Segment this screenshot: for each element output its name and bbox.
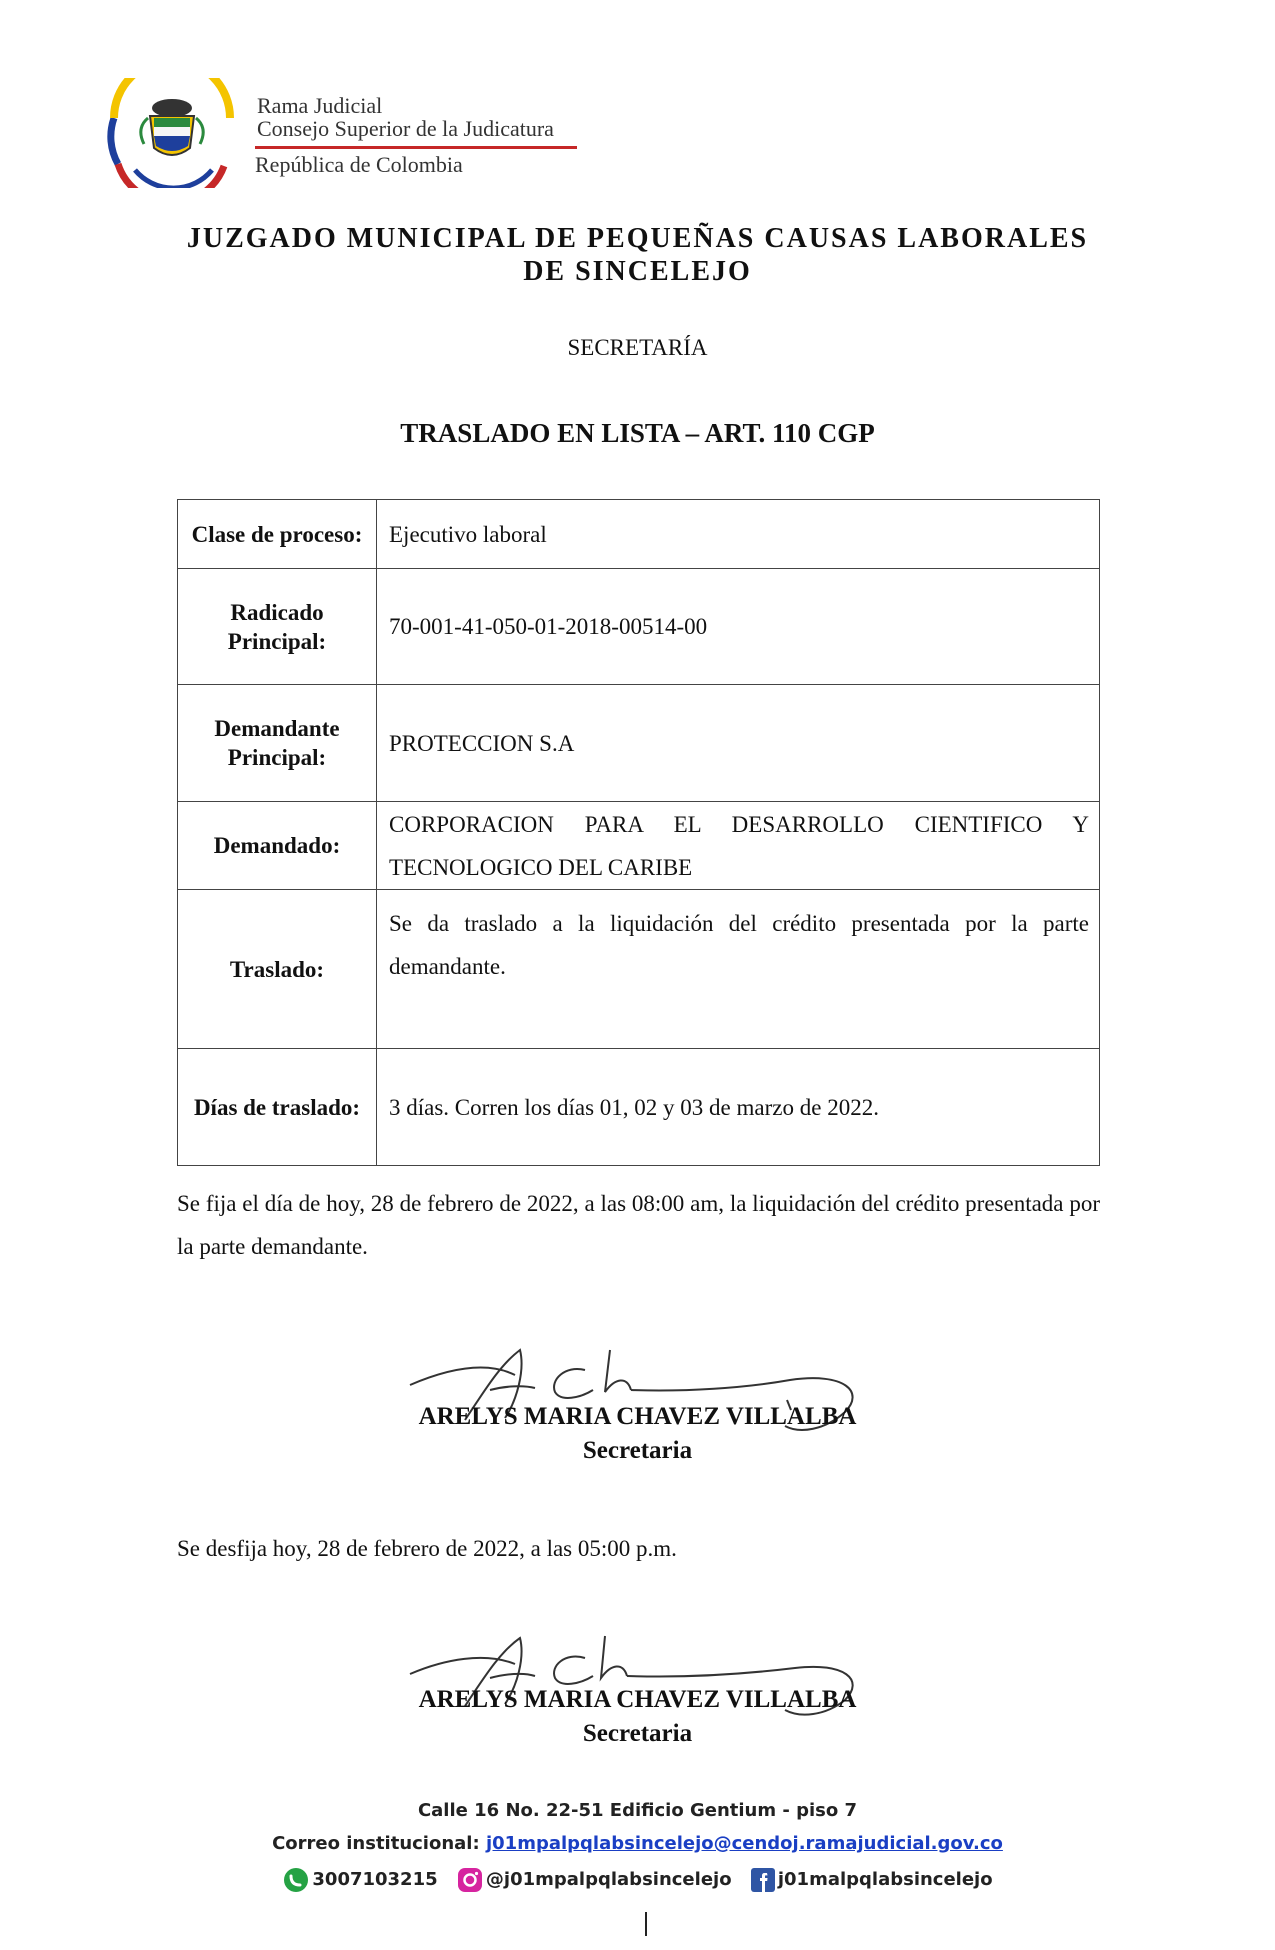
table-row [178, 802, 1100, 890]
row-value: PROTECCION S.A [377, 685, 1100, 802]
row-value: 70-001-41-050-01-2018-00514-00 [377, 569, 1100, 685]
signer-role: Secretaria [582, 1437, 693, 1464]
row-label: Demandado: [178, 802, 377, 890]
row-label: Días de traslado: [178, 1049, 377, 1166]
case-info-table [177, 499, 1100, 1166]
coat-of-arms-emblem [100, 78, 250, 188]
rama-judicial-logo [100, 78, 580, 188]
document-title: TRASLADO EN LISTA – ART. 110 CGP [400, 418, 875, 448]
footer-email-line [0, 1833, 1275, 1854]
court-name-line-2: DE SINCELEJO [523, 256, 752, 287]
instagram-handle[interactable]: @j01mpalpqlabsincelejo [485, 1869, 732, 1890]
table-row [178, 890, 1100, 1049]
footer-contacts [0, 1866, 1275, 1894]
row-value: Ejecutivo laboral [377, 500, 1100, 569]
table-row [178, 685, 1100, 802]
row-label: Demandante Principal: [178, 685, 377, 802]
text-cursor [645, 1912, 647, 1936]
row-value: 3 días. Corren los días 01, 02 y 03 de marzo de 2022. [377, 1049, 1100, 1166]
letterhead-divider [255, 146, 577, 149]
court-name-line-1: JUZGADO MUNICIPAL DE PEQUEÑAS CAUSAS LABORALES [186, 223, 1089, 254]
posting-notice: Se fija el día de hoy, 28 de febrero de 2022, a las 08:00 am, la liquidación del crédito presentada por la parte demandante. [177, 1191, 1100, 1259]
letterhead-line-3: República de Colombia [255, 152, 463, 177]
footer-address: Calle 16 No. 22-51 Edificio Gentium - piso 7 [417, 1800, 858, 1821]
signer-role: Secretaria [582, 1720, 693, 1747]
facebook-handle[interactable]: j01malpqlabsincelejo [777, 1869, 993, 1890]
letterhead-line-2: Consejo Superior de la Judicatura [257, 116, 554, 141]
signer-name: ARELYS MARIA CHAVEZ VILLALBA [418, 1686, 857, 1713]
signer-name: ARELYS MARIA CHAVEZ VILLALBA [418, 1403, 857, 1430]
email-link[interactable]: j01mpalpqlabsincelejo@cendoj.ramajudicial.gov.co [485, 1833, 1003, 1854]
row-label: Traslado: [178, 890, 377, 1049]
instagram-icon [456, 1866, 484, 1894]
whatsapp-icon [282, 1866, 310, 1894]
table-row [178, 569, 1100, 685]
row-label: Clase de proceso: [178, 500, 377, 569]
row-label: Radicado Principal: [178, 569, 377, 685]
table-row [178, 500, 1100, 569]
facebook-icon [750, 1867, 776, 1893]
email-label: Correo institucional: [272, 1833, 480, 1854]
office-heading: SECRETARÍA [567, 335, 708, 360]
row-value: CORPORACION PARA EL DESARROLLO CIENTIFICO Y TECNOLOGICO DEL CARIBE [377, 802, 1100, 890]
row-value: Se da traslado a la liquidación del crédito presentada por la parte demandante. [377, 890, 1100, 1049]
whatsapp-number[interactable]: 3007103215 [312, 1869, 438, 1890]
letterhead-line-1: Rama Judicial [257, 93, 383, 118]
table-row [178, 1049, 1100, 1166]
removal-notice: Se desfija hoy, 28 de febrero de 2022, a las 05:00 p.m. [177, 1536, 677, 1561]
